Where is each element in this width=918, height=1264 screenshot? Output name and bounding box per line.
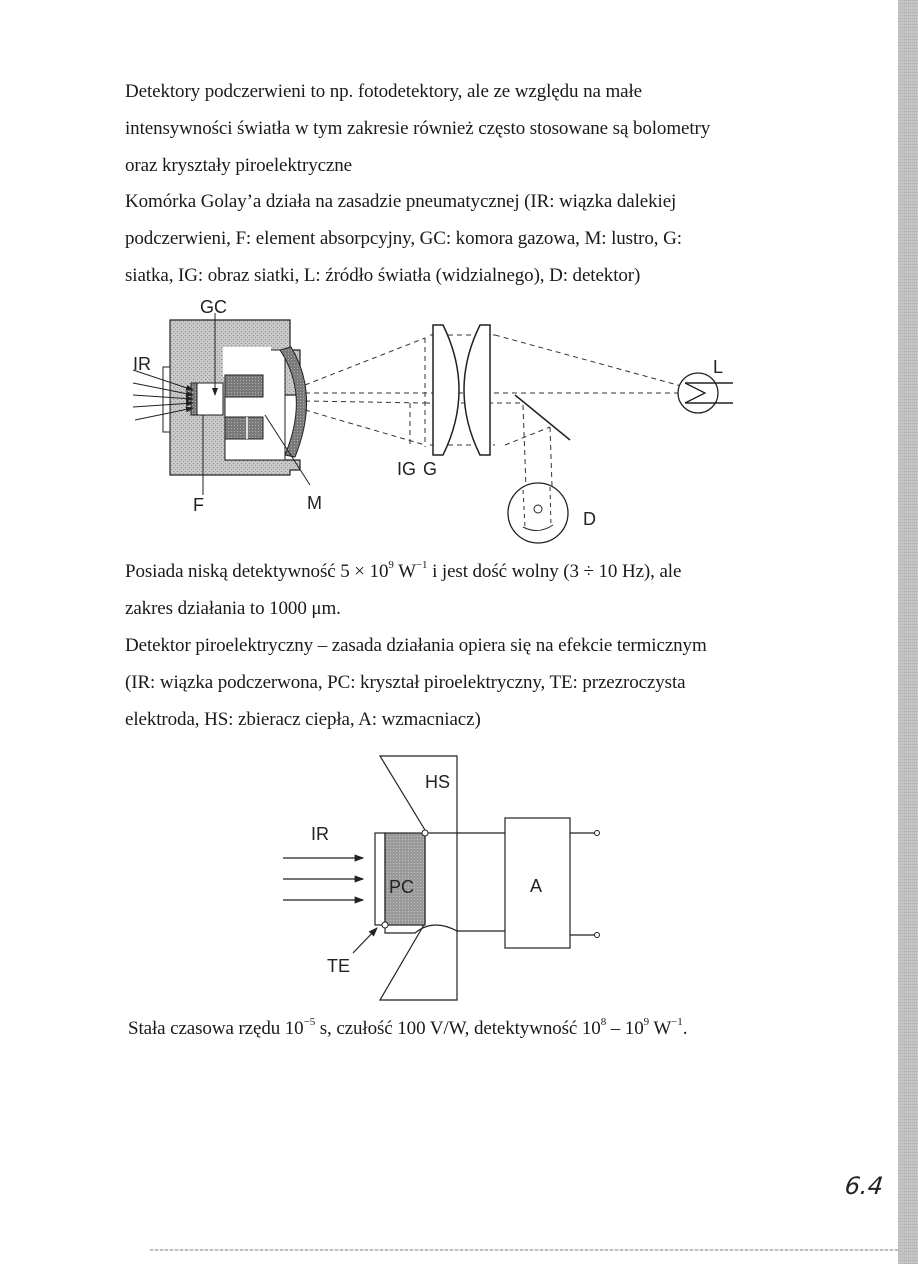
text-run: i jest dość wolny (3 ÷ 10 Hz), ale (427, 561, 682, 582)
text-line: oraz kryształy piroelektryczne (125, 155, 352, 176)
superscript: 9 (643, 1015, 650, 1028)
output-terminal-top (595, 831, 600, 836)
label-ig: IG (397, 459, 417, 479)
contact-bottom (382, 922, 388, 928)
output-terminal-bottom (595, 933, 600, 938)
label-m: M (307, 493, 322, 513)
paragraph-golay-cell (125, 183, 805, 294)
superscript: −1 (671, 1015, 683, 1028)
golay-cell-diagram (125, 295, 745, 545)
text-run: W (393, 561, 416, 582)
superscript: 9 (388, 558, 394, 571)
text-line: Komórka Golay’a działa na zasadzie pneumatycznej (IR: wiązka dalekiej (125, 191, 677, 212)
label-pc: PC (389, 877, 415, 897)
golay-housing (163, 320, 307, 475)
text-line: Detektor piroelektryczny – zasada działania opiera się na efekcie termicznym (125, 635, 707, 656)
text-line: siatka, IG: obraz siatki, L: źródło światła (widzialnego), D: detektor) (125, 265, 641, 286)
paragraph-golay-specs (125, 553, 805, 627)
detector-d (508, 483, 568, 543)
optical-paths (305, 335, 685, 515)
transparent-electrode (375, 833, 385, 925)
label-ir: IR (311, 824, 329, 844)
page-number: 6.4 (843, 1172, 885, 1200)
text-line: (IR: wiązka podczerwona, PC: kryształ piroelektryczny, TE: przezroczysta (125, 672, 686, 693)
label-ir: IR (133, 354, 151, 374)
pyroelectric-detector-diagram (275, 748, 625, 1008)
text-run: s, czułość 100 V/W, detektywność 10 (315, 1018, 601, 1039)
text-run: Stała czasowa rzędu 10 (128, 1018, 304, 1039)
light-source (678, 373, 733, 413)
text-line: podczerwieni, F: element absorpcyjny, GC: komora gazowa, M: lustro, G: (125, 228, 682, 249)
paragraph-pyroelectric (125, 627, 805, 738)
label-a: A (530, 876, 543, 896)
text-line: elektroda, HS: zbieracz ciepła, A: wzmacniacz) (125, 709, 481, 730)
text-line (128, 1010, 808, 1047)
label-te: TE (327, 956, 351, 976)
text-line: intensywności światła w tym zakresie również często stosowane są bolometry (125, 118, 711, 139)
label-d: D (583, 509, 596, 529)
scan-edge-shadow (898, 0, 918, 1264)
superscript: −5 (303, 1015, 316, 1028)
label-hs: HS (425, 772, 451, 792)
lens-pair (433, 325, 490, 455)
text-run: – 10 (606, 1018, 644, 1039)
text-run: W (649, 1018, 672, 1039)
label-l: L (713, 357, 724, 377)
ir-arrows (283, 858, 363, 900)
label-gc: GC (200, 297, 227, 317)
text-run: . (682, 1018, 688, 1039)
text-line: zakres działania to 1000 μm. (125, 598, 341, 619)
text-run: Posiada niską detektywność 5 × 10 (125, 561, 389, 582)
text-line: Detektory podczerwieni to np. fotodetektory, ale ze względu na małe (125, 81, 642, 102)
text-line (125, 553, 805, 590)
superscript: −1 (415, 558, 428, 571)
paragraph-pyroelectric-specs (128, 1010, 808, 1047)
label-f: F (193, 495, 204, 515)
paragraph-intro (125, 73, 805, 184)
superscript: 8 (600, 1015, 607, 1028)
label-g: G (423, 459, 438, 479)
contact-top (422, 830, 428, 836)
